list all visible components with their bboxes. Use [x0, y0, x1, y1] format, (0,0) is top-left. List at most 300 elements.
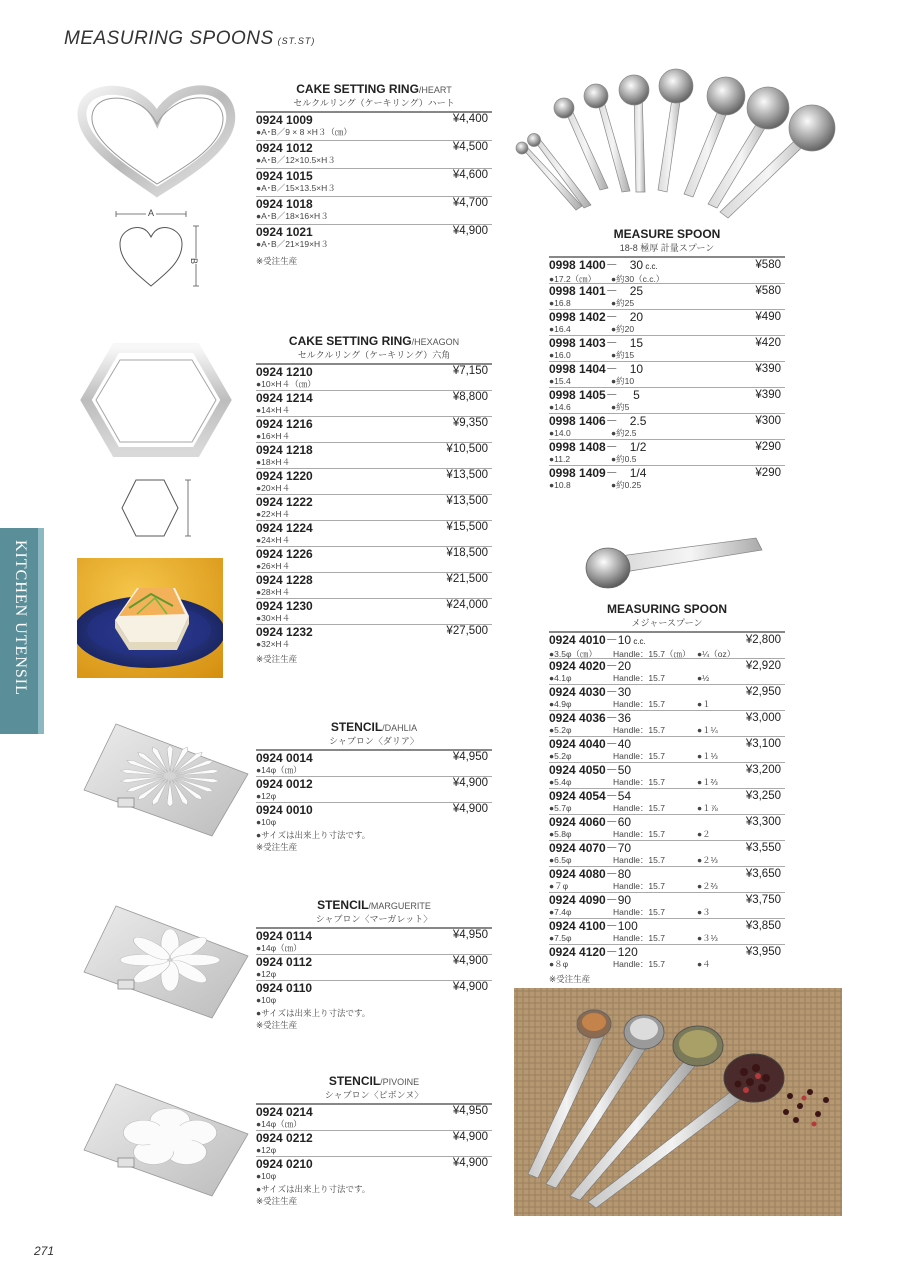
product-code	[549, 310, 785, 324]
product-code-number: 0998 1401	[549, 283, 606, 298]
page-title: MEASURING SPOONS (ST.ST)	[64, 28, 316, 49]
spec-spec_b: Handle：15.7	[613, 906, 665, 917]
section-title-sub: /HEXAGON	[411, 337, 460, 347]
spec-spec_b: Handle：15.7	[613, 854, 665, 865]
spec-spec_a: ●5.4φ	[549, 776, 572, 787]
product-row	[256, 391, 492, 417]
dim-label-b: B	[189, 257, 200, 265]
product-price: ¥3,200	[745, 763, 781, 776]
section-title-jp: シャブロン〈ダリア〉	[329, 736, 419, 747]
spec-spec_c: ●½	[697, 672, 710, 683]
spec-spec_b: ●約2.5	[611, 427, 637, 438]
product-spec: ●12φ	[256, 968, 277, 979]
product-code-size: － 5	[605, 387, 640, 402]
product-row	[549, 258, 785, 284]
product-price: ¥390	[755, 388, 781, 401]
order-note: ※受注生産	[549, 973, 591, 984]
spoons-with-spices-photo	[514, 988, 842, 1216]
product-spec: ●A･B／18×16×H３	[256, 210, 329, 221]
product-spec	[549, 829, 785, 840]
product-code: 0924 1230	[256, 598, 313, 613]
section-title-sub: /DAHLIA	[382, 723, 418, 733]
product-spec	[549, 751, 785, 762]
product-spec	[549, 803, 785, 814]
order-note: ※受注生産	[256, 1195, 298, 1206]
product-row	[549, 711, 785, 737]
section-cake-ring-hexagon	[256, 332, 492, 665]
spec-spec_a: ●14.0	[549, 427, 571, 438]
product-price: ¥2,920	[745, 659, 781, 672]
dim-label-a: A	[148, 208, 155, 218]
spec-spec_b: ●約0.25	[611, 479, 642, 490]
product-row	[256, 225, 492, 253]
product-price: ¥290	[755, 466, 781, 479]
product-price: ¥490	[755, 310, 781, 323]
product-code-size: －30	[605, 684, 632, 699]
product-list	[256, 749, 492, 827]
product-code: 0924 1012	[256, 140, 313, 155]
spec-spec_b: ●約0.5	[611, 453, 637, 464]
product-code-size: －40	[605, 736, 632, 751]
product-row	[549, 310, 785, 336]
size-note: ●サイズは出来上り寸法です。	[256, 1007, 371, 1018]
product-price: ¥4,950	[452, 928, 488, 941]
product-price: ¥420	[755, 336, 781, 349]
product-row	[549, 633, 785, 659]
spec-spec_a: ●7.5φ	[549, 932, 572, 943]
spec-spec_a: ●5.7φ	[549, 802, 572, 813]
product-code: 0924 0114	[256, 928, 313, 943]
product-code	[549, 414, 785, 428]
product-price: ¥13,500	[446, 494, 488, 507]
product-list	[549, 631, 785, 971]
product-code-size: － 30	[605, 257, 644, 272]
product-code	[549, 362, 785, 376]
product-spec: ●12φ	[256, 1144, 277, 1155]
product-price: ¥4,900	[452, 954, 488, 967]
product-spec: ●22×H４	[256, 508, 291, 519]
product-code: 0924 1224	[256, 520, 313, 535]
spec-spec_c: ●２⅔	[697, 880, 718, 891]
spec-spec_a: ●7.4φ	[549, 906, 572, 917]
product-price: ¥4,700	[452, 196, 488, 209]
product-spec	[549, 725, 785, 736]
product-price: ¥15,500	[446, 520, 488, 533]
section-header	[549, 600, 785, 629]
product-spec	[549, 673, 785, 684]
spec-spec_b: Handle：15.7	[613, 958, 665, 969]
spec-spec_a: ●14.6	[549, 401, 571, 412]
product-code-number: 0998 1400	[549, 257, 606, 272]
spec-spec_c: ●２⅓	[697, 854, 718, 865]
product-spec: ●A･B／9 × 8 ×H３（㎝）	[256, 126, 352, 137]
product-row	[256, 777, 492, 803]
size-note: ●サイズは出来上り寸法です。	[256, 1183, 371, 1194]
section-title-jp: セルクルリング（ケーキリング）六角	[297, 350, 451, 361]
product-row	[256, 469, 492, 495]
product-spec: ●A･B／15×13.5×H３	[256, 182, 336, 193]
product-code-number: 0998 1403	[549, 335, 606, 350]
product-row	[549, 685, 785, 711]
section-header	[256, 332, 492, 361]
product-row	[256, 573, 492, 599]
product-code-size: －36	[605, 710, 632, 725]
product-row	[549, 867, 785, 893]
product-code-size: －70	[605, 840, 632, 855]
section-title-jp: セルクルリング（ケーキリング）ハート	[293, 98, 455, 109]
product-list	[256, 927, 492, 1005]
spec-spec_a: ●5.8φ	[549, 828, 572, 839]
order-note: ※受注生産	[256, 1019, 298, 1030]
product-spec	[549, 454, 785, 465]
product-code-size: － 25	[605, 283, 644, 298]
hexagon-ring-image	[76, 340, 236, 470]
product-spec	[549, 428, 785, 439]
product-code-number: 0924 4036	[549, 710, 606, 725]
product-price: ¥3,850	[745, 919, 781, 932]
product-code: 0924 1018	[256, 196, 313, 211]
product-row	[256, 417, 492, 443]
product-code-size: －60	[605, 814, 632, 829]
product-code-number: 0998 1404	[549, 361, 606, 376]
product-row	[256, 365, 492, 391]
product-code-size: － 1/4	[605, 465, 647, 480]
product-row	[549, 841, 785, 867]
product-price: ¥3,950	[745, 945, 781, 958]
spec-spec_a: ●4.9φ	[549, 698, 572, 709]
section-header	[256, 718, 492, 747]
product-row	[256, 495, 492, 521]
product-spec: ●A･B／12×10.5×H３	[256, 154, 336, 165]
product-spec: ●A･B／21×19×H３	[256, 238, 329, 249]
spec-spec_b: Handle：15.7（㎝）	[613, 648, 691, 659]
heart-dimension-diagram	[112, 206, 212, 296]
product-code: 0924 0212	[256, 1130, 313, 1145]
product-spec	[549, 881, 785, 892]
spec-spec_a: ●10.8	[549, 479, 571, 490]
product-price: ¥580	[755, 258, 781, 271]
product-row	[256, 547, 492, 573]
product-spec: ●14φ（㎝）	[256, 764, 302, 775]
product-spec: ●10φ	[256, 816, 277, 827]
product-price: ¥580	[755, 284, 781, 297]
product-spec: ●24×H４	[256, 534, 291, 545]
product-list	[256, 111, 492, 253]
product-row	[256, 929, 492, 955]
product-row	[549, 362, 785, 388]
spec-spec_b: ●約15	[611, 349, 635, 360]
product-price: ¥3,100	[745, 737, 781, 750]
product-code	[549, 336, 785, 350]
product-price: ¥13,500	[446, 468, 488, 481]
section-stencil-pivoine	[256, 1072, 492, 1207]
product-spec	[549, 480, 785, 491]
section-title: STENCIL	[328, 1074, 381, 1088]
product-price: ¥390	[755, 362, 781, 375]
product-price: ¥2,800	[745, 633, 781, 646]
product-code: 0924 1226	[256, 546, 313, 561]
product-spec	[549, 324, 785, 335]
product-code-size: －50	[605, 762, 632, 777]
spec-spec_a: ●3.5φ（㎝）	[549, 648, 597, 659]
side-category-tab	[0, 528, 44, 734]
stencil-pivoine-image	[80, 1076, 250, 1200]
product-code: 0924 0012	[256, 776, 313, 791]
spec-spec_a: ●17.2（㎝）	[549, 273, 597, 284]
product-list	[256, 363, 492, 651]
product-price: ¥7,150	[452, 364, 488, 377]
product-code: 0924 1220	[256, 468, 313, 483]
product-row	[549, 336, 785, 362]
hexagon-dimension-diagram	[118, 476, 198, 540]
product-price: ¥3,550	[745, 841, 781, 854]
product-price: ¥4,950	[452, 1104, 488, 1117]
product-code-number: 0998 1402	[549, 309, 606, 324]
product-row	[256, 521, 492, 547]
product-code	[549, 388, 785, 402]
spec-spec_b: ●約25	[611, 297, 635, 308]
product-row	[549, 763, 785, 789]
product-price: ¥4,600	[452, 168, 488, 181]
product-code-number: 0924 4020	[549, 658, 606, 673]
section-title: MEASURING SPOON	[606, 602, 727, 616]
product-price: ¥21,500	[446, 572, 488, 585]
product-code-number: 0924 4090	[549, 892, 606, 907]
product-row	[549, 737, 785, 763]
product-price: ¥27,500	[446, 624, 488, 637]
product-code-number: 0924 4030	[549, 684, 606, 699]
product-row	[256, 141, 492, 169]
section-cake-ring-heart	[256, 80, 492, 267]
product-row	[549, 388, 785, 414]
product-code-unit: c.c.	[643, 261, 658, 271]
product-row	[256, 169, 492, 197]
product-spec: ●20×H４	[256, 482, 291, 493]
section-title-sub: /HEART	[418, 85, 452, 95]
product-code: 0924 0214	[256, 1104, 313, 1119]
spec-spec_a: ●８φ	[549, 958, 569, 969]
product-code: 0924 1210	[256, 364, 313, 379]
product-row	[256, 1105, 492, 1131]
product-price: ¥300	[755, 414, 781, 427]
product-row	[256, 443, 492, 469]
spec-spec_b: Handle：15.7	[613, 828, 665, 839]
product-code-size: － 10	[605, 361, 644, 376]
product-spec	[549, 959, 785, 970]
size-note: ●サイズは出来上り寸法です。	[256, 829, 371, 840]
spec-spec_a: ●７φ	[549, 880, 569, 891]
product-code-size: －120	[605, 944, 638, 959]
product-price: ¥3,650	[745, 867, 781, 880]
product-spec: ●30×H４	[256, 612, 291, 623]
product-code: 0924 0210	[256, 1156, 313, 1171]
spec-spec_b: ●約5	[611, 401, 630, 412]
spec-spec_a: ●16.0	[549, 349, 571, 360]
product-code-number: 0924 4050	[549, 762, 606, 777]
product-row	[256, 113, 492, 141]
product-price: ¥2,950	[745, 685, 781, 698]
product-spec: ●12φ	[256, 790, 277, 801]
section-title: CAKE SETTING RING	[296, 82, 419, 96]
section-title-sub: /PIVOINE	[380, 1077, 420, 1087]
product-spec: ●32×H４	[256, 638, 291, 649]
hexagon-cake-photo	[77, 558, 223, 678]
product-price: ¥3,000	[745, 711, 781, 724]
product-code-number: 0924 4070	[549, 840, 606, 855]
spec-spec_a: ●11.2	[549, 453, 571, 464]
product-code-number: 0998 1405	[549, 387, 606, 402]
product-row	[549, 919, 785, 945]
product-code-number: 0998 1409	[549, 465, 606, 480]
product-code: 0924 0110	[256, 980, 313, 995]
spec-spec_c: ●１⅔	[697, 776, 718, 787]
product-spec	[549, 298, 785, 309]
spec-spec_c: ●１¼	[697, 724, 718, 735]
product-price: ¥18,500	[446, 546, 488, 559]
section-measuring-spoon	[549, 600, 785, 985]
product-price: ¥4,900	[452, 1130, 488, 1143]
product-price: ¥4,900	[452, 802, 488, 815]
spec-spec_a: ●16.4	[549, 323, 571, 334]
product-row	[549, 815, 785, 841]
product-spec: ●10φ	[256, 994, 277, 1005]
product-price: ¥4,500	[452, 140, 488, 153]
spec-spec_b: Handle：15.7	[613, 724, 665, 735]
spec-spec_c: ●４	[697, 958, 711, 969]
product-code-size: － 15	[605, 335, 644, 350]
spec-spec_c: ●¼（oz）	[697, 648, 736, 659]
product-row	[256, 981, 492, 1005]
spec-spec_c: ●１⅓	[697, 750, 718, 761]
product-spec: ●10φ	[256, 1170, 277, 1181]
product-code-size: －54	[605, 788, 632, 803]
spec-spec_b: Handle：15.7	[613, 776, 665, 787]
order-note: ※受注生産	[256, 255, 298, 266]
spec-spec_a: ●5.2φ	[549, 750, 572, 761]
page-number: 271	[34, 1244, 55, 1258]
spec-spec_b: Handle：15.7	[613, 698, 665, 709]
product-code: 0924 1214	[256, 390, 313, 405]
stencil-marguerite-image	[80, 898, 250, 1022]
spec-spec_b: Handle：15.7	[613, 880, 665, 891]
product-code: 0924 1216	[256, 416, 313, 431]
product-code-unit: c.c.	[631, 636, 646, 646]
section-title-jp: メジャースプーン	[631, 618, 703, 629]
section-measure-spoon	[549, 225, 785, 492]
product-row	[256, 1157, 492, 1181]
product-spec	[549, 933, 785, 944]
product-spec: ●14φ（㎝）	[256, 1118, 302, 1129]
spec-spec_b: ●約10	[611, 375, 635, 386]
product-code	[549, 284, 785, 298]
product-code-number: 0924 4120	[549, 944, 606, 959]
section-title-jp: シャブロン〈ピボンヌ〉	[324, 1090, 424, 1101]
product-code-number: 0924 4060	[549, 814, 606, 829]
product-price: ¥8,800	[452, 390, 488, 403]
product-price: ¥4,950	[452, 750, 488, 763]
product-spec	[549, 699, 785, 710]
section-stencil-dahlia	[256, 718, 492, 853]
spec-spec_b: Handle：15.7	[613, 750, 665, 761]
product-code-number: 0924 4100	[549, 918, 606, 933]
product-code-number: 0924 4054	[549, 788, 606, 803]
section-title: STENCIL	[330, 720, 383, 734]
section-title: MEASURE SPOON	[613, 227, 721, 241]
product-code: 0924 1228	[256, 572, 313, 587]
product-price: ¥4,900	[452, 224, 488, 237]
product-spec: ●14φ（㎝）	[256, 942, 302, 953]
product-row	[256, 803, 492, 827]
product-code-size: － 20	[605, 309, 644, 324]
section-title-jp: シャブロン〈マーガレット〉	[315, 914, 433, 925]
spec-spec_c: ●１	[697, 698, 711, 709]
section-header	[256, 896, 492, 925]
product-row	[549, 945, 785, 971]
product-spec	[549, 777, 785, 788]
product-price: ¥290	[755, 440, 781, 453]
spec-spec_c: ●３	[697, 906, 711, 917]
product-code-size: －80	[605, 866, 632, 881]
product-spec: ●10×H４（㎝）	[256, 378, 316, 389]
spec-spec_b: ●約30（c.c.）	[611, 273, 665, 284]
order-note: ※受注生産	[256, 653, 298, 664]
product-code	[549, 258, 785, 274]
product-code	[549, 440, 785, 454]
section-title: CAKE SETTING RING	[288, 334, 412, 348]
product-row	[549, 466, 785, 492]
product-row	[256, 197, 492, 225]
product-code	[549, 466, 785, 480]
product-spec: ●16×H４	[256, 430, 291, 441]
product-price: ¥4,900	[452, 980, 488, 993]
measuring-spoon-image	[580, 532, 770, 596]
product-list	[256, 1103, 492, 1181]
product-code: 0924 0010	[256, 802, 313, 817]
spec-spec_a: ●15.4	[549, 375, 571, 386]
product-spec	[549, 376, 785, 387]
product-row	[256, 599, 492, 625]
product-row	[256, 1131, 492, 1157]
page-title-sub: (ST.ST)	[277, 36, 316, 46]
product-price: ¥4,900	[452, 1156, 488, 1169]
section-title-jp: 18-8 極厚 計量スプーン	[619, 243, 715, 254]
product-code: 0924 1015	[256, 168, 313, 183]
spec-spec_a: ●6.5φ	[549, 854, 572, 865]
spec-spec_a: ●5.2φ	[549, 724, 572, 735]
product-code-size: －20	[605, 658, 632, 673]
product-row	[549, 893, 785, 919]
product-spec	[549, 402, 785, 413]
product-code: 0924 1021	[256, 224, 313, 239]
product-code-number: 0998 1408	[549, 439, 606, 454]
product-spec: ●18×H４	[256, 456, 291, 467]
product-spec: ●28×H４	[256, 586, 291, 597]
product-code-size: －100	[605, 918, 638, 933]
product-list	[549, 256, 785, 492]
section-title-sub: /MARGUERITE	[368, 901, 431, 911]
product-code: 0924 1232	[256, 624, 313, 639]
spec-spec_c: ●２	[697, 828, 711, 839]
product-code: 0924 1218	[256, 442, 313, 457]
product-price: ¥3,300	[745, 815, 781, 828]
spec-spec_c: ●３⅓	[697, 932, 718, 943]
measure-spoon-set-image	[512, 68, 842, 220]
product-row	[549, 789, 785, 815]
section-header	[256, 1072, 492, 1101]
product-price: ¥3,250	[745, 789, 781, 802]
product-spec	[549, 855, 785, 866]
product-spec	[549, 907, 785, 918]
